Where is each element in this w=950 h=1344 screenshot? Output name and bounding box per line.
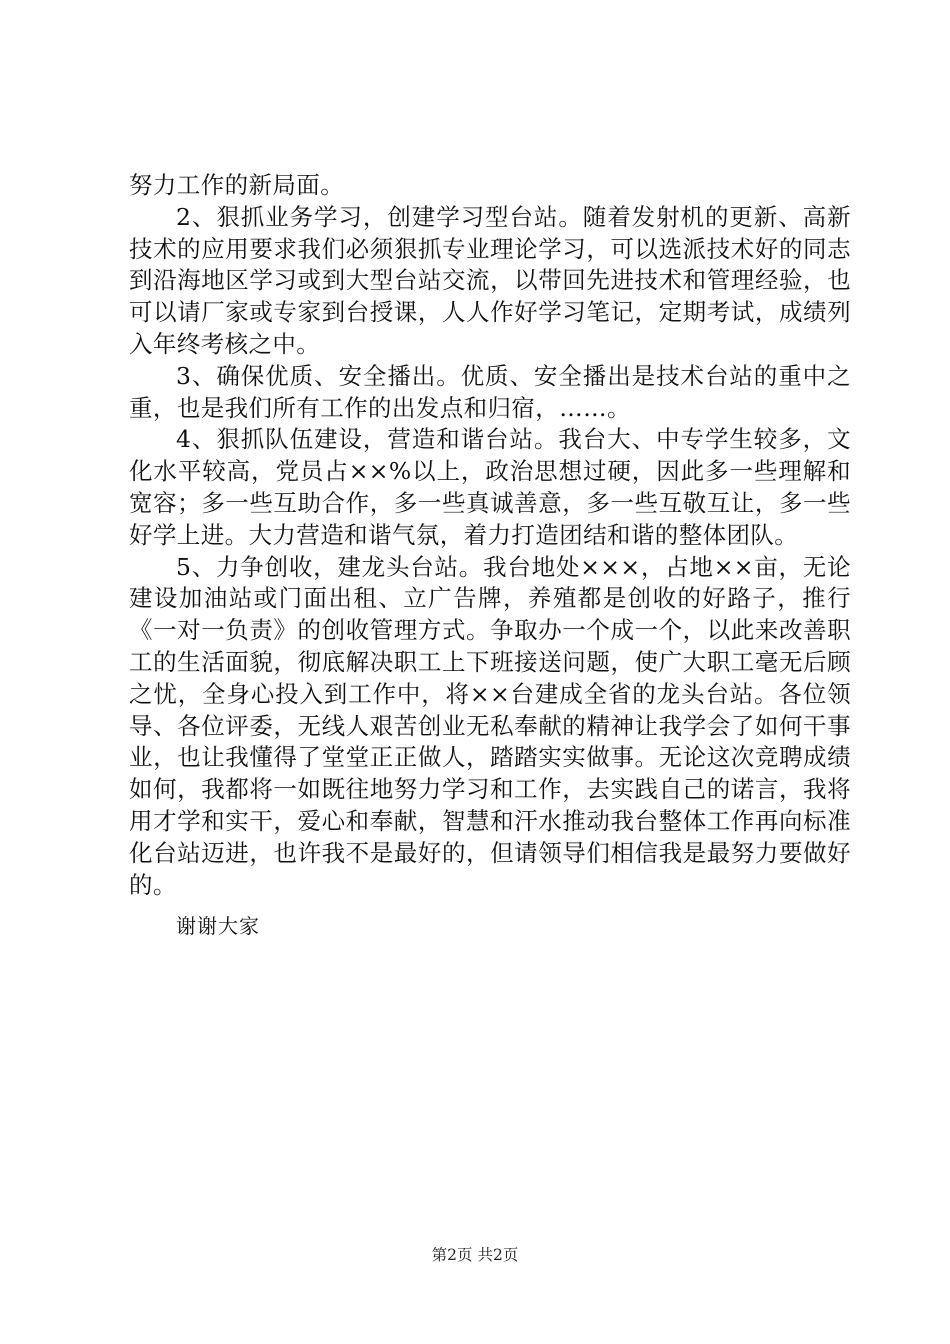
paragraph-continuation: 努力工作的新局面。 (129, 171, 345, 199)
document-body (129, 170, 851, 901)
page-footer: 第2页 共2页 (431, 1246, 519, 1264)
paragraph-broadcast-quality: 3、确保优质、安全播出。优质、安全播出是技术台站的重中之重，也是我们所有工作的出发点和归宿，……。 (129, 361, 851, 422)
paragraph-study: 2、狠抓业务学习，创建学习型台站。随着发射机的更新、高新技术的应用要求我们必须狠抓专业理论学习，可以选派技术好的同志到沿海地区学习或到大型台站交流，以带回先进技术和管理经验，也可以请厂家或专家到台授课，人人作好学习笔记，定期考试，成绩列入年终考核之中。 (129, 202, 851, 358)
paragraph-revenue: 5、力争创收，建龙头台站。我台地处×××，占地××亩，无论建设加油站或门面出租、立广告牌，养殖都是创收的好路子，推行《一对一负责》的创收管理方式。争取办一个成一个，以此来改善职工的生活面貌，彻底解决职工上下班接送问题，使广大职工毫无后顾之忧，全身心投入到工作中，将××台建成全省的龙头台站。各位领导、各位评委，无线人艰苦创业无私奉献的精神让我学会了如何干事业，也让我懂得了堂堂正正做人，踏踏实实做事。无论这次竞聘成绩如何，我都将一如既往地努力学习和工作，去实践自己的诺言，我将用才学和实干，爱心和奉献，智慧和汗水推动我台整体工作再向标准化台站迈进，也许我不是最好的，但请领导们相信我是最努力要做好的。 (129, 552, 851, 899)
paragraph-team-building: 4、狠抓队伍建设，营造和谐台站。我台大、中专学生较多，文化水平较高，党员占××%以上，政治思想过硬，因此多一些理解和宽容；多一些互助合作，多一些真诚善意，多一些互敬互让，多一些好学上进。大力营造和谐气氛，着力打造团结和谐的整体团队。 (129, 425, 851, 549)
closing-thanks: 谢谢大家 (176, 914, 260, 938)
